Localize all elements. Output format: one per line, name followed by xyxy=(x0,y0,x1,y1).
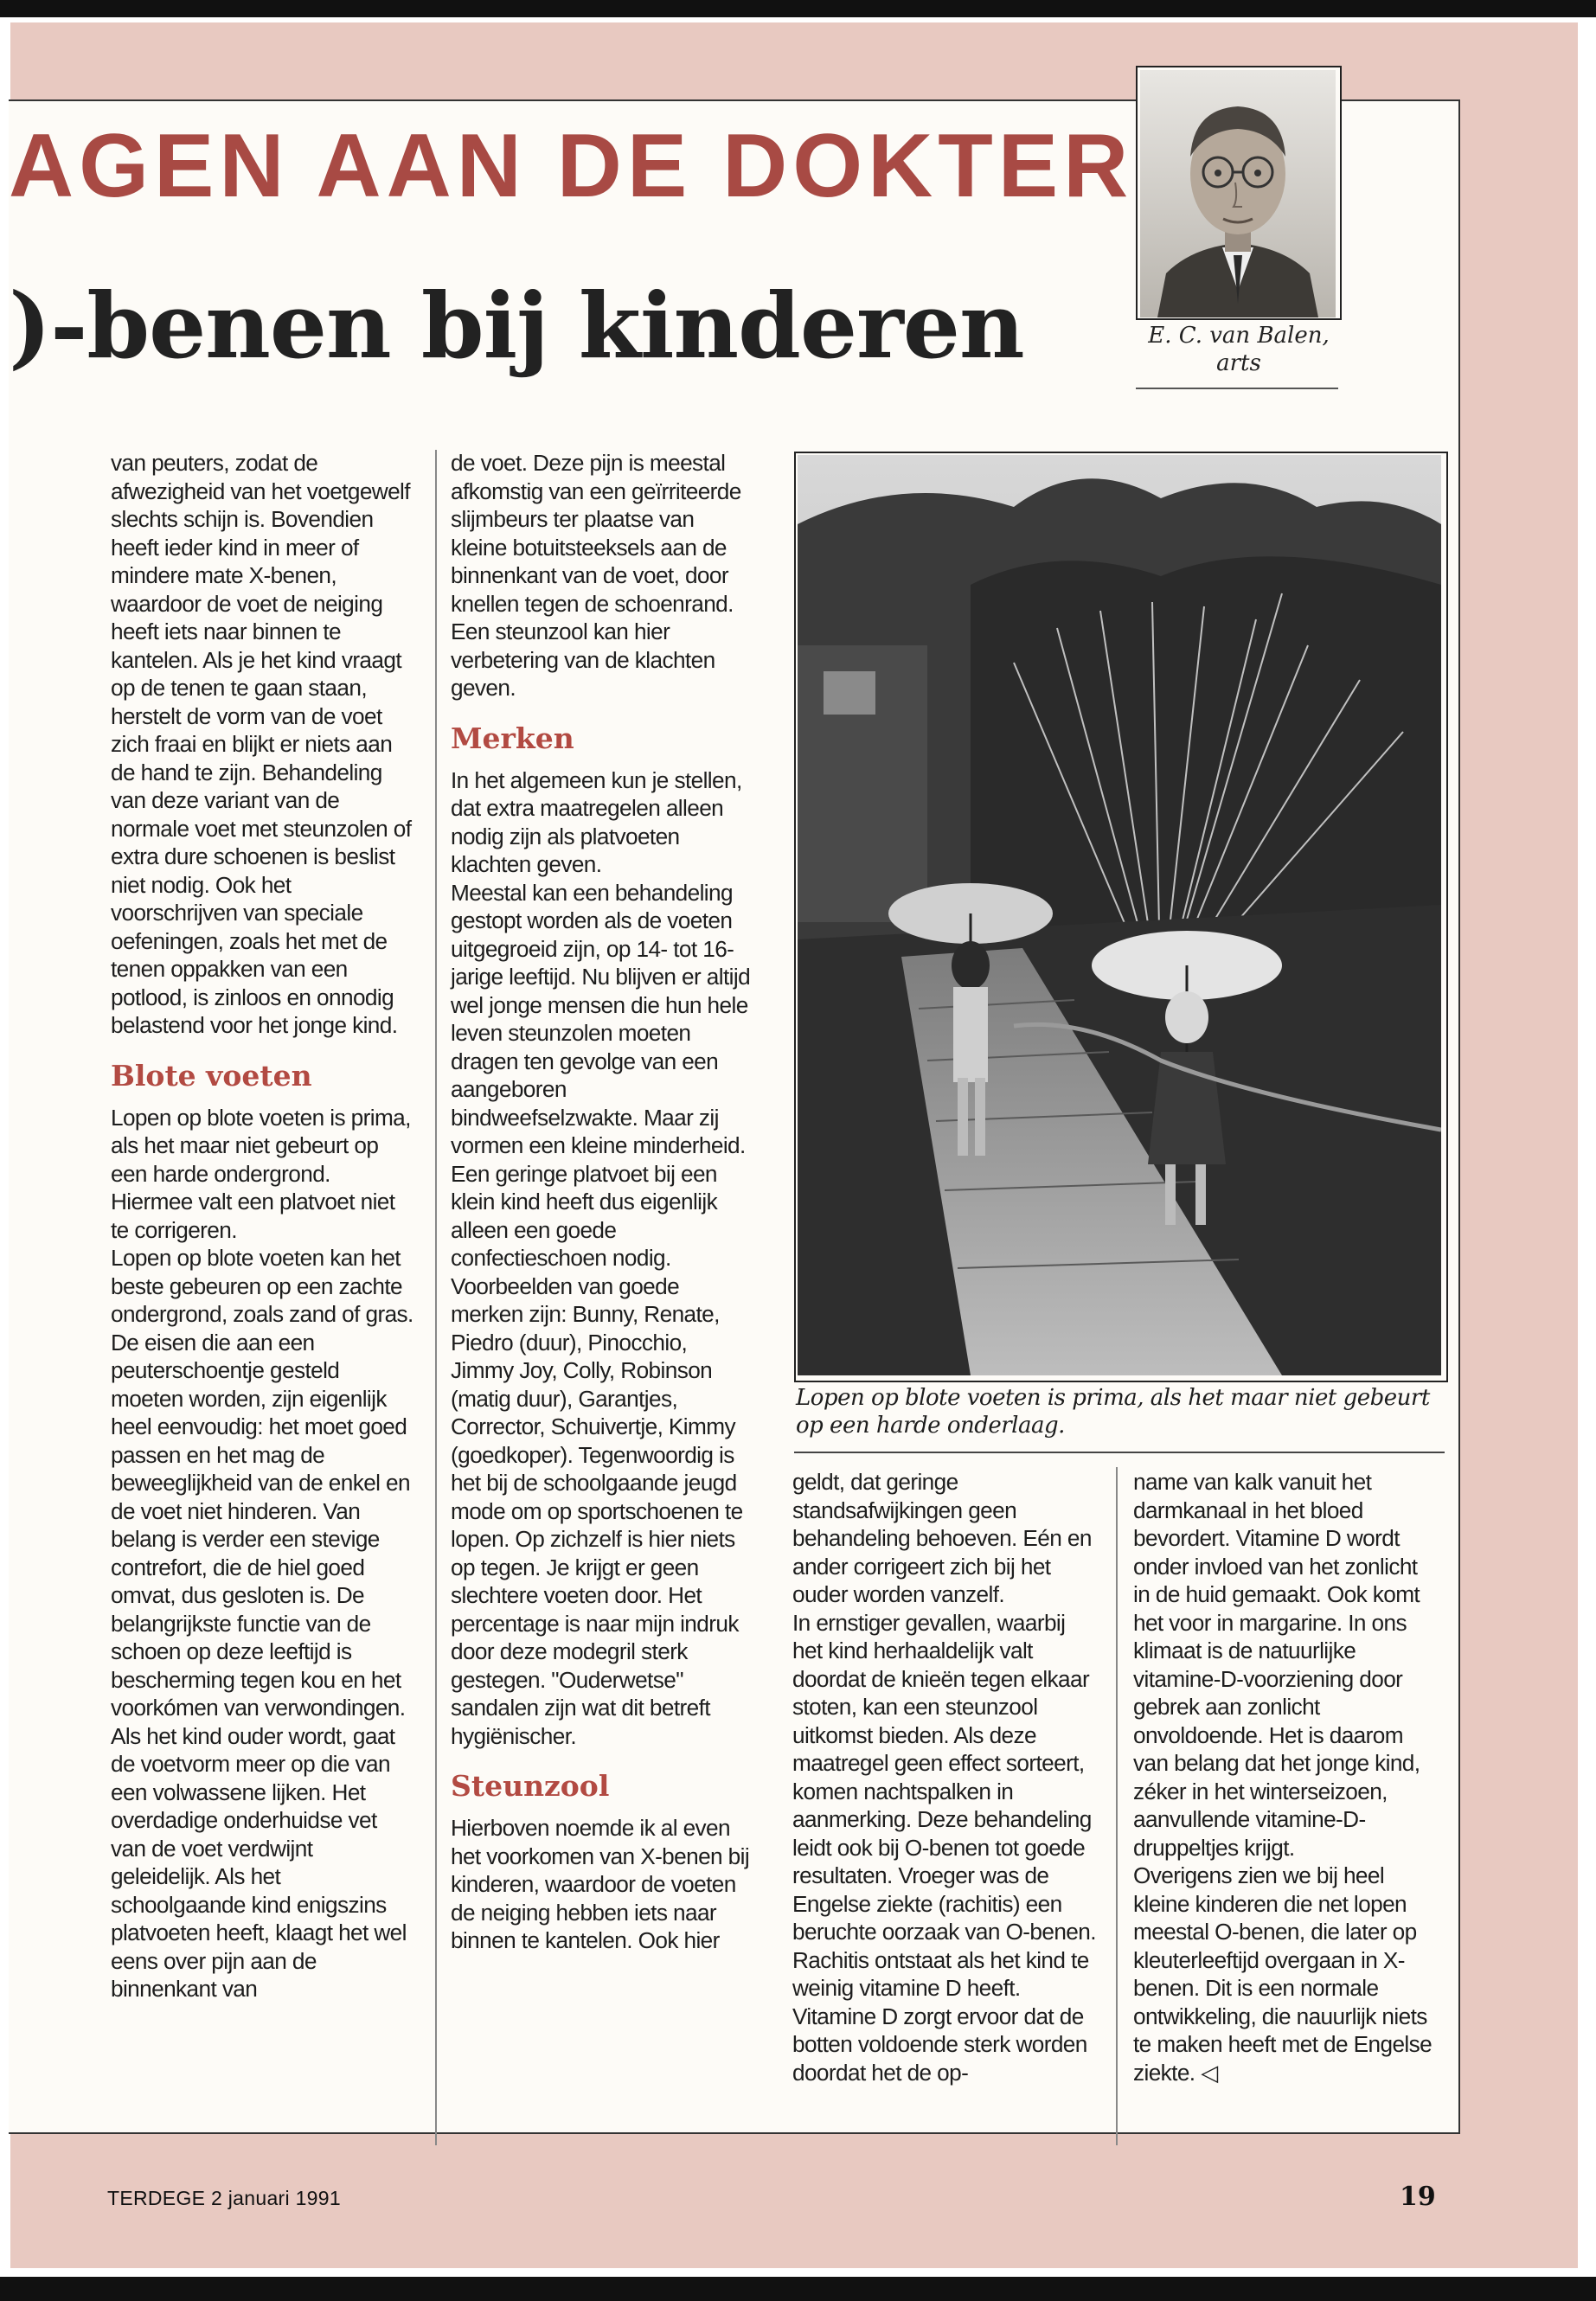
column-2 xyxy=(451,449,755,1955)
column-3 xyxy=(792,1468,1097,2086)
col1-paragraph: van peuters, zodat de afwezigheid van het voetgewelf slechts schijn is. Bovendien heeft ieder kind in meer of mindere mate X-benen, waardoor de voet de neiging heeft iets naar binnen te kantelen. Als je het kind vraagt op de tenen te gaan staan, herstelt de vorm van de voet zich fraai en blijkt er niets aan de hand te zijn. Behandeling van deze variant van de normale voet met steunzolen of extra dure schoenen is beslist niet nodig. Ook het voorschrijven van speciale oefeningen, zoals het met de tenen oppakken van een potlood, is zinloos en onnodig belastend voor het jonge kind. xyxy=(111,450,412,1038)
article-title: )-benen bij kinderen xyxy=(9,272,1024,379)
subheading-blote-voeten: Blote voeten xyxy=(111,1058,312,1093)
col1-paragraph: Lopen op blote voeten is prima, als het maar niet gebeurt op een harde ondergrond. Hiermee valt een platvoet niet te corrigeren. xyxy=(111,1104,411,1243)
column-4 xyxy=(1133,1468,1438,2086)
author-byline xyxy=(1125,322,1353,377)
col2-paragraph: Een geringe platvoet bij een klein kind heeft dus eigenlijk alleen een goede confectieschoen nodig. xyxy=(451,1160,718,1271)
col1-paragraph: Als het kind ouder wordt, gaat de voetvorm meer op die van een volwassene lijken. Het overdadige onderhuidse vet van de voet verdwijnt geleidelijk. Als het schoolgaande kind enigszins platvoeten heeft, klaagt het wel eens over pijn aan de binnenkant van xyxy=(111,1722,407,2002)
col4-paragraph xyxy=(1133,1862,1438,2086)
children-umbrella-photo xyxy=(798,455,1441,1375)
col3-paragraph: geldt, dat geringe standsafwijkingen geen behandeling behoeven. Eén en ander corrigeert zich bij het ouder worden vanzelf. xyxy=(792,1469,1092,1607)
caption-rule xyxy=(794,1452,1445,1453)
col2-paragraph: In het algemeen kun je stellen, dat extra maatregelen alleen nodig zijn als platvoeten klachten geven. xyxy=(451,766,742,877)
scan-border-bottom xyxy=(0,2277,1596,2301)
column-1 xyxy=(111,449,415,2003)
col3-paragraph: Vitamine D zorgt ervoor dat de botten voldoende sterk worden doordat het de op- xyxy=(792,2003,1087,2086)
author-role: arts xyxy=(1216,350,1261,376)
col1-paragraph: Lopen op blote voeten kan het beste gebeuren op een zachte ondergrond, zoals zand of gras. De eisen die aan een peuterschoentje gesteld moeten worden, zijn eigenlijk heel eenvoudig: het moet goed passen en het mag de beweeglijkheid van de enkel en de voet niet hinderen. Van belang is verder een stevige contrefort, die de hiel goed omvat, dus gesloten is. De belangrijkste functie van de schoen op deze leeftijd is bescherming tegen kou en het voorkómen van verwondingen. xyxy=(111,1245,413,1721)
column-divider xyxy=(1116,1467,1118,2145)
publication-footer: TERDEGE 2 januari 1991 xyxy=(107,2187,341,2209)
byline-rule xyxy=(1136,388,1338,389)
col2-paragraph: Hierboven noemde ik al even het voorkomen van X-benen bij kinderen, waardoor de voeten de neiging hebben iets naar binnen te kantelen. Ook hier xyxy=(451,1815,750,1953)
photo-caption: Lopen op blote voeten is prima, als het maar niet gebeurt op een harde onderlaag. xyxy=(796,1385,1430,1439)
author-name: E. C. van Balen, xyxy=(1148,323,1330,349)
page-number: 19 xyxy=(1400,2182,1436,2212)
subheading-steunzool: Steunzool xyxy=(451,1769,610,1803)
col2-paragraph: Meestal kan een behandeling gestopt worden als de voeten uitgegroeid zijn, op 14- tot 16-jarige leeftijd. Nu blijven er altijd wel jonge mensen die hun hele leven steunzolen moeten dragen ten gevolge van een aangeboren bindweefselzwakte. Maar zij vormen een kleine minderheid. xyxy=(451,879,751,1158)
col2-paragraph: Voorbeelden van goede merken zijn: Bunny, Renate, Piedro (duur), Pinocchio, Jimmy Joy, Colly, Robinson (matig duur), Garantjes, Corrector, Schuivertje, Kimmy (goedkoper). Tegenwoordig is het bij de schoolgaande jeugd mode om op sportschoenen te lopen. Op zichzelf is hier niets op tegen. Je krijgt er geen slechtere voeten door. Het percentage is naar mijn indruk door deze modegril sterk gestegen. "Ouderwetse" sandalen zijn wat dit betreft hygiënischer. xyxy=(451,1272,743,1749)
end-of-article-mark: ◁ xyxy=(1201,2059,1218,2086)
author-portrait xyxy=(1140,70,1336,317)
col3-paragraph: In ernstiger gevallen, waarbij het kind herhaaldelijk valt doordat de knieën tegen elkaar stoten, kan een steunzool uitkomst bieden. Als deze maatregel geen effect sorteert, komen nachtspalken in aanmerking. Deze behandeling leidt ook bij O-benen tot goede resultaten. Vroeger was de Engelse ziekte (rachitis) een beruchte oorzaak van O-benen. Rachitis ontstaat als het kind te weinig vitamine D heeft. xyxy=(792,1609,1096,2001)
subheading-merken: Merken xyxy=(451,721,574,755)
col2-paragraph: de voet. Deze pijn is meestal afkomstig van een geïrriteerde slijmbeurs ter plaatse van kleine botuitsteeksels aan de binnenkant van de voet, door knellen tegen de schoenrand. Een steunzool kan hier verbetering van de klachten geven. xyxy=(451,450,741,701)
col4-paragraph: name van kalk vanuit het darmkanaal in het bloed bevordert. Vitamine D wordt onder invloed van het zonlicht in de huid gemaakt. Ook komt het voor in margarine. In ons klimaat is de natuurlijke vitamine-D-voorziening door gebrek aan zonlicht onvoldoende. Het is daarom van belang dat het jonge kind, zéker in het winterseizoen, aanvullende vitamine-D-druppeltjes krijgt. xyxy=(1133,1469,1420,1861)
scan-border-top xyxy=(0,0,1596,17)
section-kicker: AGEN AAN DE DOKTER xyxy=(9,116,1134,216)
column-divider xyxy=(435,450,437,2145)
col4-text: Overigens zien we bij heel kleine kinderen die net lopen meestal O-benen, die later op kleuterleeftijd overgaan in X-benen. Dit is een normale ontwikkeling, die nauurlijk niets te maken heeft met de Engelse ziekte. xyxy=(1133,1862,1433,2086)
